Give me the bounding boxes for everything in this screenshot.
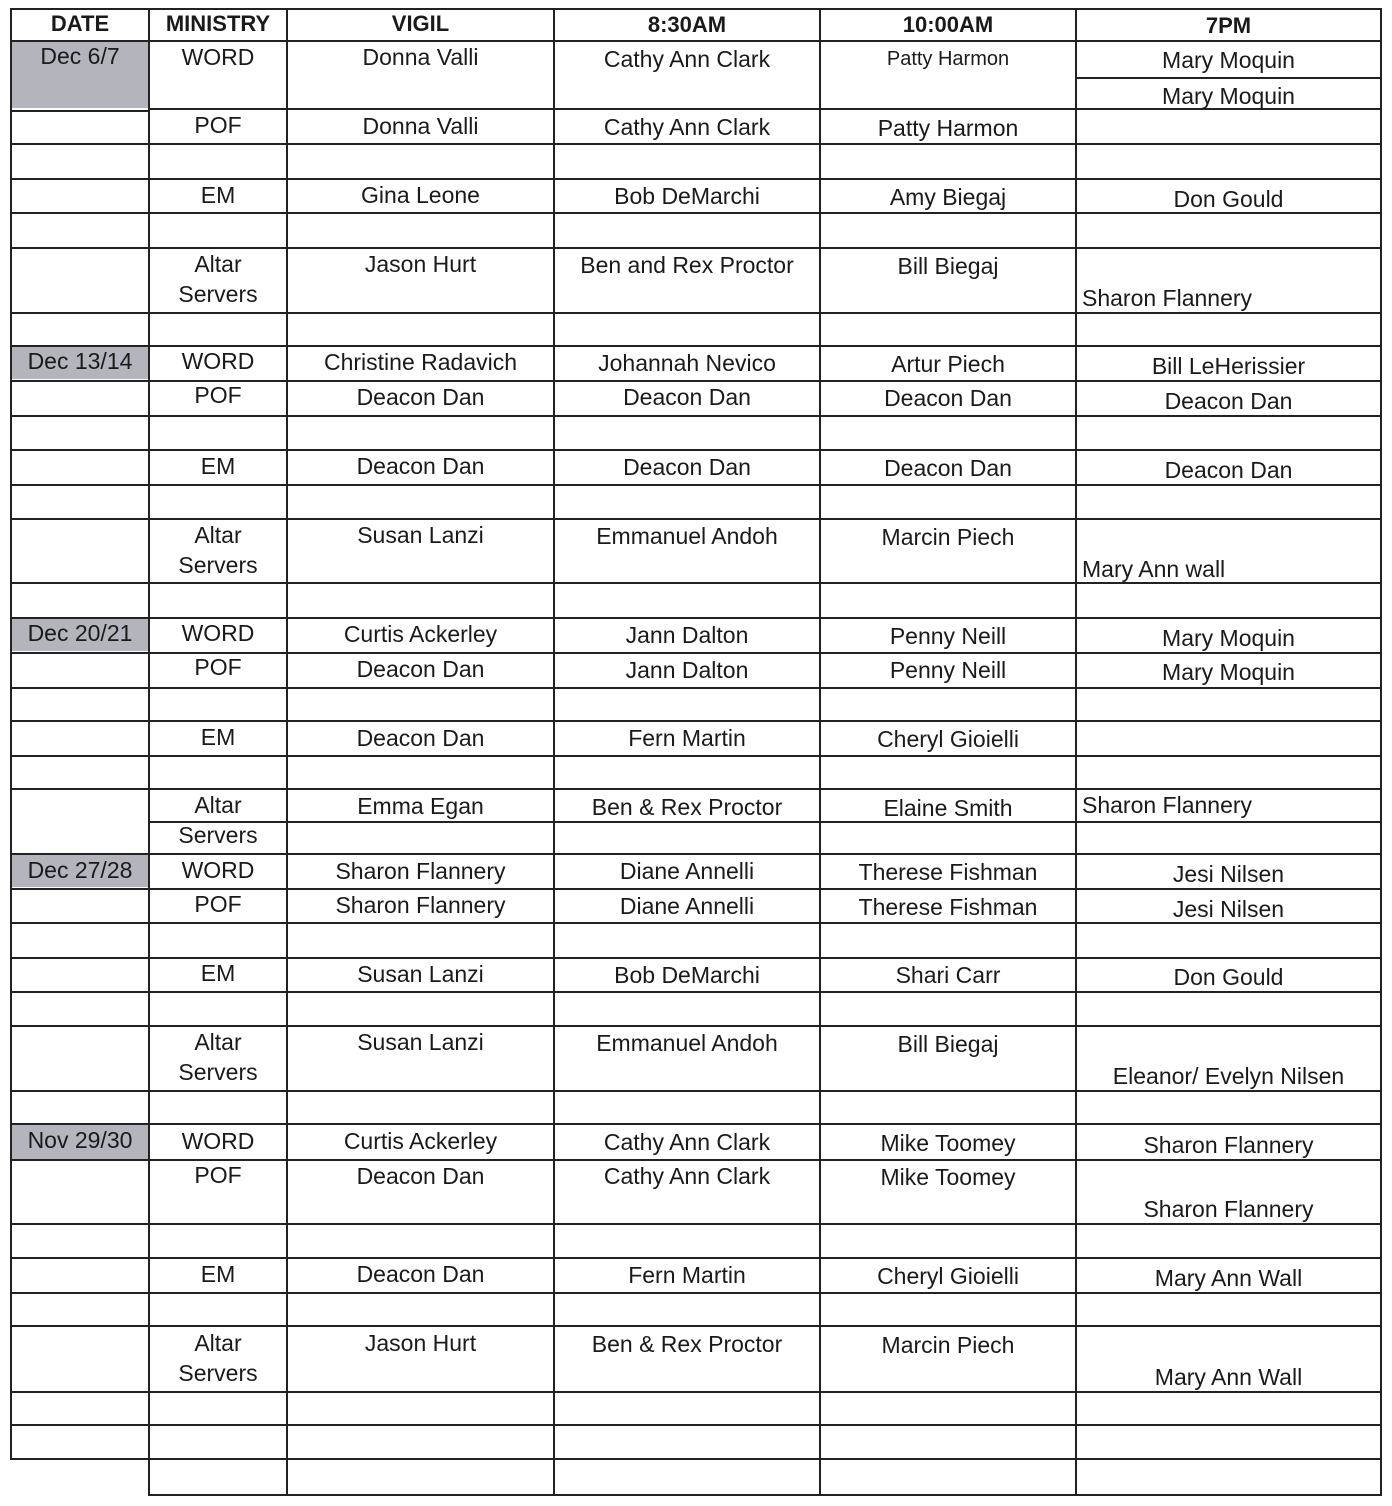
ministry-label: Altar	[194, 792, 242, 818]
vigil-cell: Donna Valli	[362, 113, 479, 139]
grid-hline	[10, 110, 150, 112]
date-label: Dec 6/7	[40, 43, 120, 69]
ministry-label: Servers	[178, 1360, 258, 1386]
grid-vline	[1380, 8, 1382, 1496]
mass-7pm-cell: Sharon Flannery	[1143, 1196, 1314, 1222]
vigil-cell: Susan Lanzi	[357, 522, 484, 548]
vigil-cell: Christine Radavich	[323, 349, 518, 375]
mass-830-cell: Cathy Ann Clark	[603, 1129, 771, 1155]
ministry-label: POF	[194, 1162, 242, 1188]
ministry-label: POF	[194, 891, 242, 917]
mass-830-cell: Ben and Rex Proctor	[580, 252, 794, 278]
mass-7pm-cell: Mary Moquin	[1162, 625, 1295, 651]
mass-1000-cell: Deacon Dan	[884, 385, 1012, 411]
mass-830-cell: Deacon Dan	[623, 384, 751, 410]
vigil-cell: Deacon Dan	[356, 384, 485, 410]
vigil-cell: Susan Lanzi	[357, 1029, 484, 1055]
date-label: Dec 13/14	[27, 348, 133, 374]
grid-hline	[1075, 77, 1382, 79]
mass-1000-cell: Deacon Dan	[884, 455, 1012, 481]
ministry-label: Altar	[194, 1029, 242, 1055]
mass-830-cell: Emmanuel Andoh	[596, 1030, 778, 1056]
date-label: Nov 29/30	[27, 1127, 133, 1153]
mass-830-cell: Deacon Dan	[623, 454, 751, 480]
mass-7pm-cell: Don Gould	[1173, 186, 1284, 212]
ministry-label: EM	[200, 182, 236, 208]
mass-1000-cell: Elaine Smith	[883, 795, 1013, 821]
mass-7pm-cell: Mary Moquin	[1162, 47, 1295, 73]
vigil-cell: Deacon Dan	[356, 656, 485, 682]
mass-7pm-cell: Mary Ann Wall	[1154, 1265, 1303, 1291]
mass-830-cell: Cathy Ann Clark	[603, 46, 771, 72]
ministry-label: WORD	[181, 620, 255, 646]
mass-7pm-cell-extra: Mary Moquin	[1162, 83, 1295, 109]
vigil-cell: Gina Leone	[361, 182, 480, 208]
header-830am: 8:30AM	[647, 12, 727, 37]
mass-830-cell: Diane Annelli	[619, 858, 755, 884]
mass-830-cell: Cathy Ann Clark	[603, 114, 771, 140]
ministry-label: WORD	[181, 348, 255, 374]
mass-1000-cell: Penny Neill	[889, 623, 1007, 649]
ministry-label: POF	[194, 382, 242, 408]
mass-830-cell: Jann Dalton	[625, 657, 749, 683]
mass-7pm-cell: Sharon Flannery	[1082, 792, 1253, 818]
date-label: Dec 27/28	[27, 857, 133, 883]
grid-hline	[10, 755, 1382, 757]
vigil-cell: Curtis Ackerley	[343, 621, 498, 647]
mass-830-cell: Diane Annelli	[619, 893, 755, 919]
header-date: DATE	[50, 11, 110, 36]
vigil-cell: Sharon Flannery	[335, 892, 506, 918]
mass-1000-cell: Penny Neill	[889, 657, 1007, 683]
ministry-label: EM	[200, 724, 236, 750]
ministry-label: Servers	[178, 552, 258, 578]
mass-7pm-cell: Mary Moquin	[1162, 659, 1295, 685]
vigil-cell: Donna Valli	[362, 44, 479, 70]
ministry-label: WORD	[181, 44, 255, 70]
mass-830-cell: Bob DeMarchi	[614, 962, 760, 988]
grid-hline	[10, 687, 1382, 689]
mass-830-cell: Jann Dalton	[625, 622, 749, 648]
mass-7pm-cell: Eleanor/ Evelyn Nilsen	[1112, 1063, 1345, 1089]
mass-1000-cell: Therese Fishman	[858, 859, 1038, 885]
ministry-label: WORD	[181, 857, 255, 883]
grid-hline	[10, 1424, 1382, 1426]
ministry-label: EM	[200, 453, 236, 479]
grid-hline	[148, 1494, 1382, 1496]
vigil-cell: Jason Hurt	[364, 251, 477, 277]
grid-hline	[10, 1325, 1382, 1327]
mass-7pm-cell: Mary Ann wall	[1082, 556, 1226, 582]
vigil-cell: Deacon Dan	[356, 1261, 485, 1287]
mass-1000-cell: Bill Biegaj	[897, 253, 999, 279]
mass-1000-cell: Patty Harmon	[886, 48, 1010, 70]
grid-hline	[10, 143, 1382, 145]
vigil-cell: Curtis Ackerley	[343, 1128, 498, 1154]
mass-7pm-cell: Deacon Dan	[1164, 388, 1293, 414]
ministry-label: Altar	[194, 251, 242, 277]
mass-1000-cell: Bill Biegaj	[897, 1031, 999, 1057]
header-7pm: 7PM	[1205, 13, 1252, 38]
vigil-cell: Susan Lanzi	[357, 961, 484, 987]
ministry-label: POF	[194, 112, 242, 138]
mass-7pm-cell: Sharon Flannery	[1082, 285, 1253, 311]
vigil-cell: Deacon Dan	[356, 453, 485, 479]
ministry-label: Servers	[178, 822, 258, 848]
mass-830-cell: Cathy Ann Clark	[603, 1163, 771, 1189]
ministry-label: WORD	[181, 1128, 255, 1154]
grid-hline	[10, 1123, 1382, 1125]
mass-7pm-cell: Mary Ann Wall	[1154, 1364, 1303, 1390]
mass-830-cell: Emmanuel Andoh	[596, 523, 778, 549]
mass-1000-cell: Amy Biegaj	[889, 184, 1007, 210]
ministry-label: Servers	[178, 281, 258, 307]
vigil-cell: Sharon Flannery	[335, 858, 506, 884]
grid-vline	[10, 8, 12, 1460]
header-1000am: 10:00AM	[902, 12, 994, 37]
mass-7pm-cell: Bill LeHerissier	[1151, 353, 1306, 379]
mass-1000-cell: Mike Toomey	[880, 1130, 1016, 1156]
mass-1000-cell: Patty Harmon	[877, 115, 1019, 141]
mass-830-cell: Ben & Rex Proctor	[591, 1331, 783, 1357]
header-ministry: MINISTRY	[165, 11, 271, 36]
mass-1000-cell: Mike Toomey	[880, 1164, 1016, 1190]
mass-1000-cell: Cheryl Gioielli	[877, 1263, 1019, 1289]
mass-7pm-cell: Jesi Nilsen	[1172, 861, 1285, 887]
mass-7pm-cell: Jesi Nilsen	[1172, 896, 1285, 922]
mass-830-cell: Bob DeMarchi	[614, 183, 760, 209]
grid-hline	[10, 1458, 1382, 1460]
mass-7pm-cell: Don Gould	[1173, 964, 1284, 990]
ministry-label: EM	[200, 960, 236, 986]
mass-1000-cell: Artur Piech	[891, 351, 1005, 377]
header-vigil: VIGIL	[391, 11, 450, 36]
mass-830-cell: Fern Martin	[628, 725, 746, 751]
mass-7pm-cell: Deacon Dan	[1164, 457, 1293, 483]
ministry-label: Servers	[178, 1059, 258, 1085]
vigil-cell: Deacon Dan	[356, 1163, 485, 1189]
vigil-cell: Jason Hurt	[364, 1330, 477, 1356]
mass-1000-cell: Therese Fishman	[858, 894, 1038, 920]
ministry-label: Altar	[194, 1330, 242, 1356]
vigil-cell: Deacon Dan	[356, 725, 485, 751]
mass-1000-cell: Cheryl Gioielli	[877, 726, 1019, 752]
mass-830-cell: Johannah Nevico	[598, 350, 776, 376]
mass-1000-cell: Shari Carr	[895, 962, 1001, 988]
ministry-label: EM	[200, 1261, 236, 1287]
mass-830-cell: Ben & Rex Proctor	[591, 794, 783, 820]
ministry-label: Altar	[194, 522, 242, 548]
mass-1000-cell: Marcin Piech	[881, 1332, 1015, 1358]
ministry-label: POF	[194, 654, 242, 680]
mass-1000-cell: Marcin Piech	[881, 524, 1015, 550]
date-label: Dec 20/21	[27, 620, 133, 646]
mass-830-cell: Fern Martin	[628, 1262, 746, 1288]
vigil-cell: Emma Egan	[357, 793, 484, 819]
mass-7pm-cell: Sharon Flannery	[1143, 1132, 1314, 1158]
